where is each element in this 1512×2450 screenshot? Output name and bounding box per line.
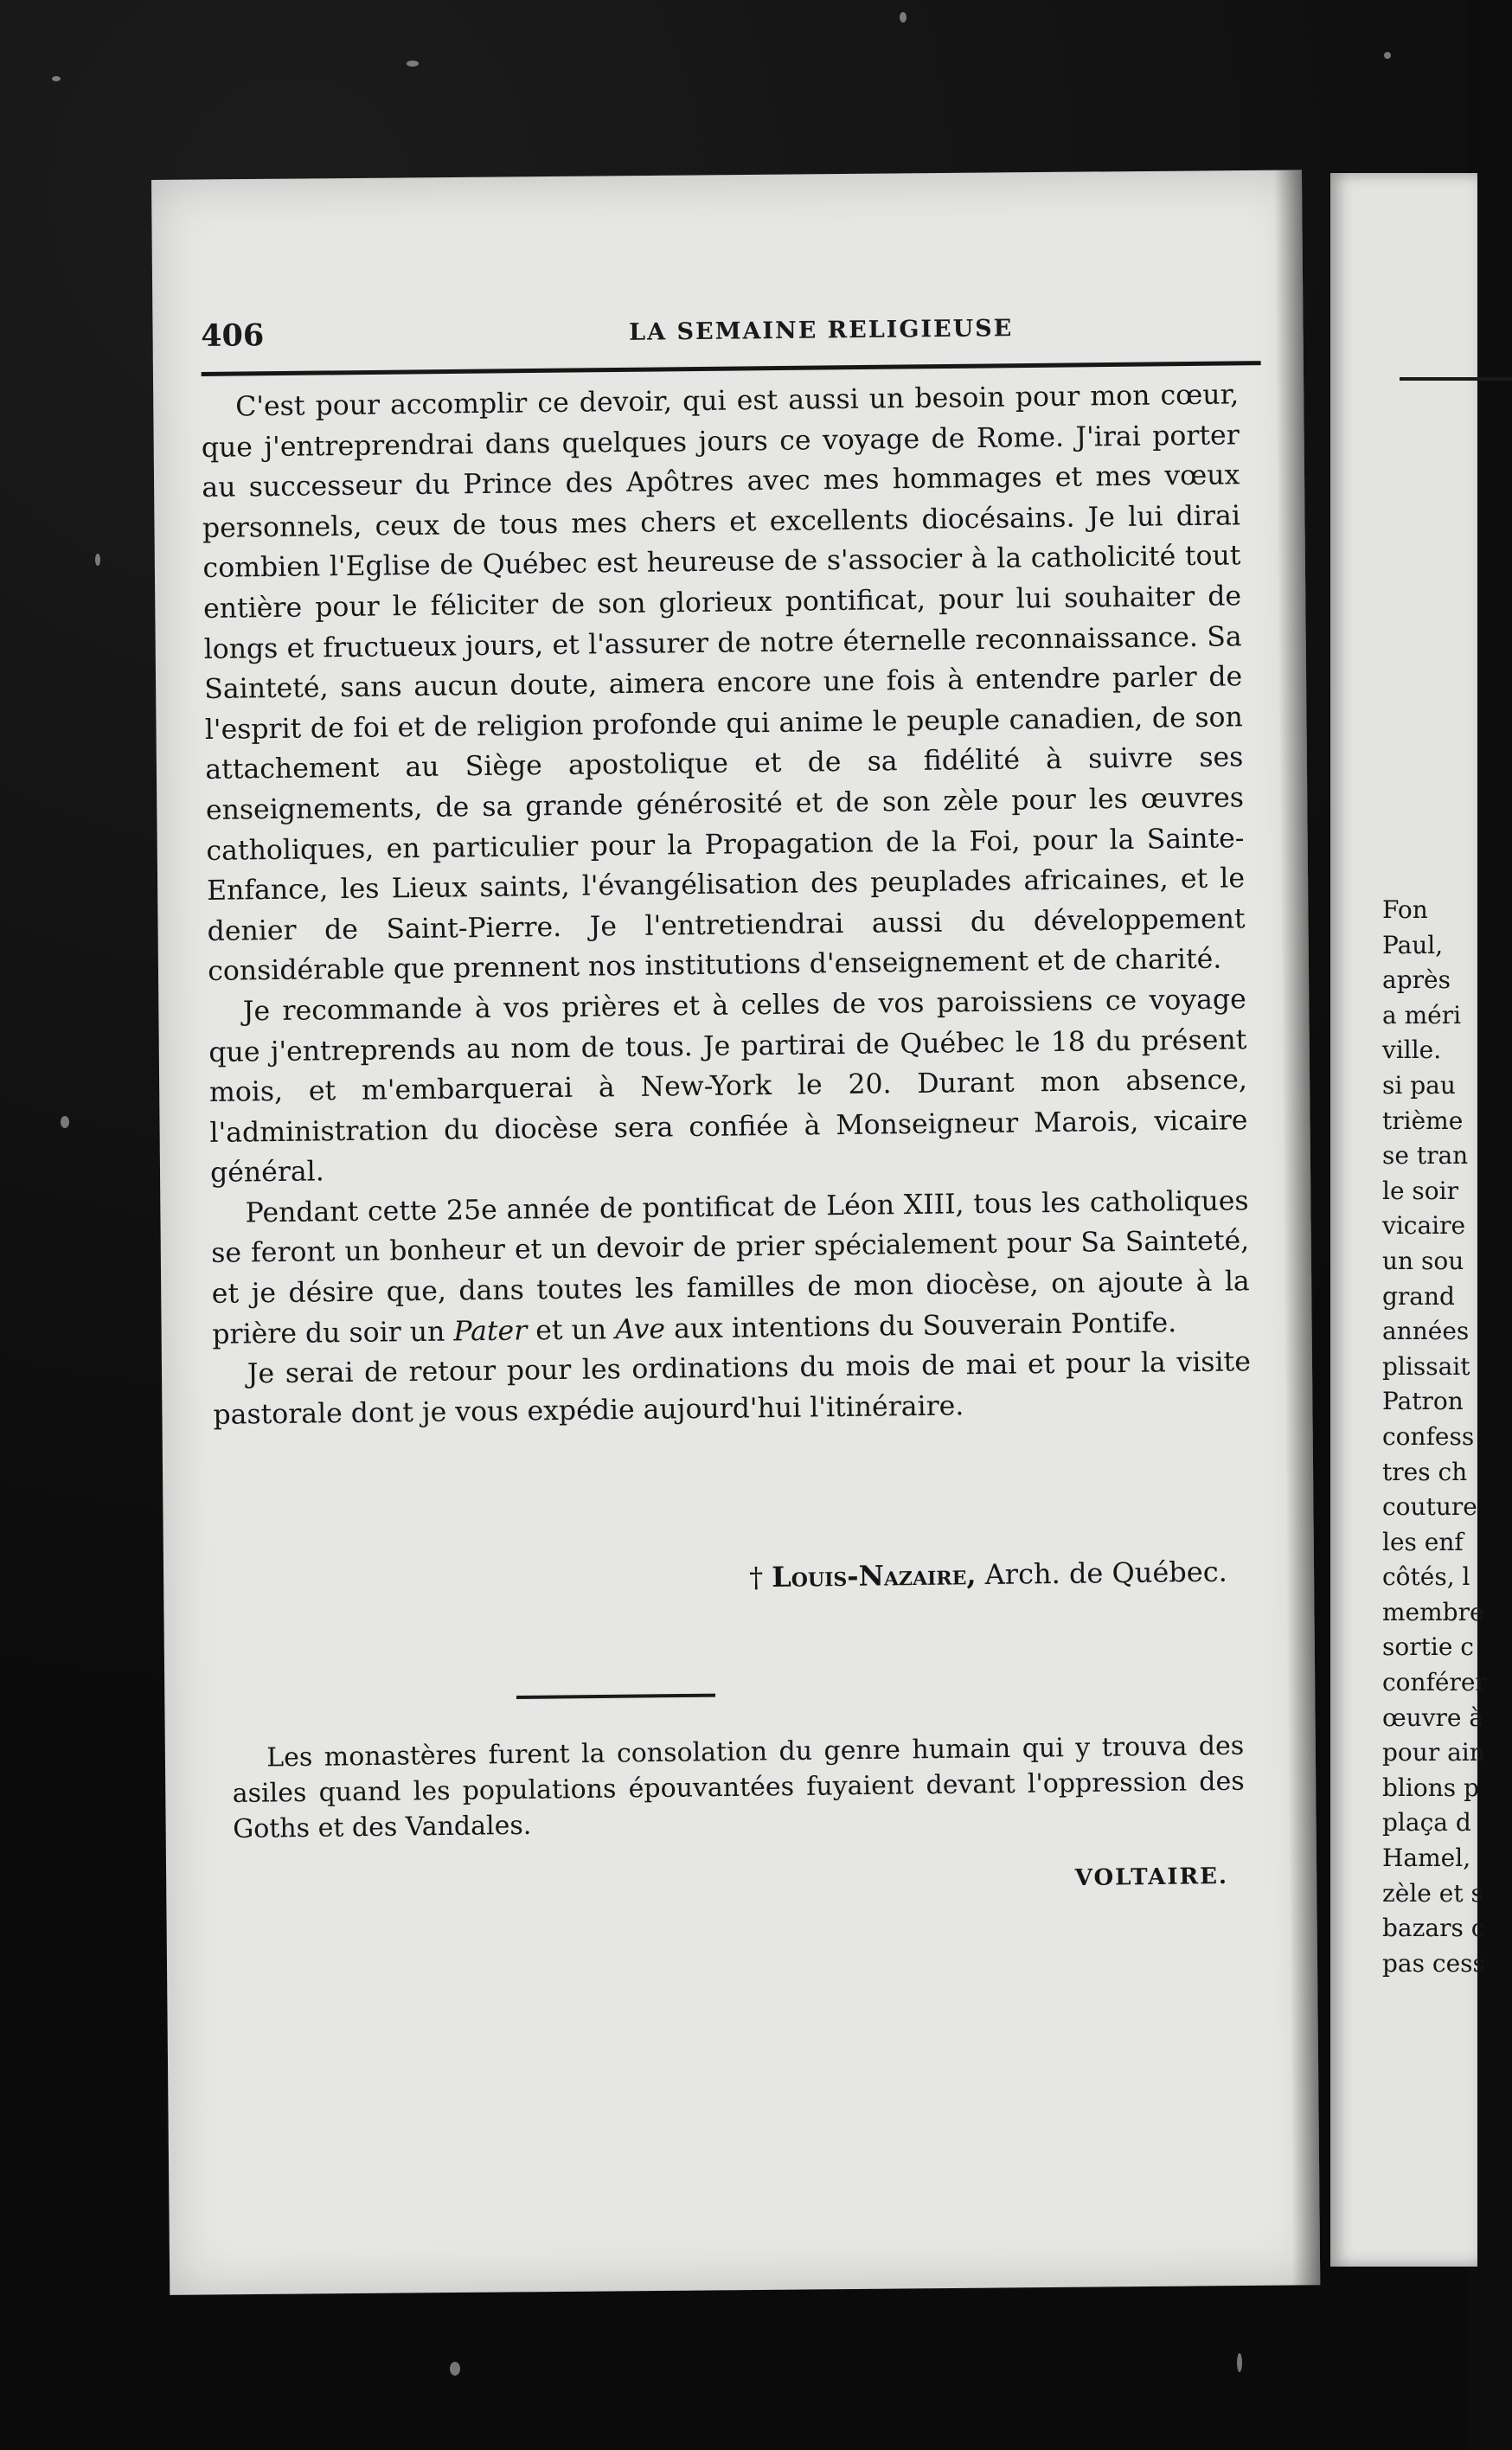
- quote-text: Les monastères furent la consolation du genre humain qui y trouva des asiles quand les populations épouvantées fuyaient devant l'oppression des Goths et des Vandales.: [232, 1730, 1245, 1844]
- dust-speck: [407, 61, 419, 67]
- signature-cross: †: [748, 1561, 764, 1594]
- right-header-rule: [1400, 377, 1512, 381]
- dust-speck: [1384, 52, 1391, 59]
- right-page-line: côtés, l: [1382, 1562, 1470, 1592]
- right-page-line: œuvre à: [1382, 1703, 1484, 1732]
- quote-block: [232, 1728, 1246, 1907]
- dust-speck: [52, 76, 61, 81]
- right-page-line: blions p: [1382, 1773, 1479, 1802]
- paragraph-2: Je recommande à vos prières et à celles de vos paroissiens ce voyage que j'entreprends au nom de tous. Je partirai de Québec le 18 du présent mois, et m'embarquerai à New-York le 20. Durant mon absence, l'administration du diocèse sera confiée à Monseigneur Marois, vicaire général.: [208, 984, 1248, 1190]
- pater-word: Pater: [453, 1315, 528, 1348]
- right-page-line: plaça d: [1382, 1808, 1471, 1838]
- paragraph-3: [210, 1181, 1250, 1355]
- right-page-line: Fon: [1382, 895, 1428, 924]
- right-page-line: pour ain: [1382, 1738, 1485, 1767]
- right-page-line: si pau: [1382, 1070, 1456, 1100]
- right-page-line: confess: [1382, 1421, 1475, 1451]
- dust-speck: [1237, 2353, 1242, 2372]
- right-page-line: plissait: [1382, 1351, 1470, 1381]
- paragraph-1: C'est pour accomplir ce devoir, qui est aussi un besoin pour mon cœur, que j'entreprendrai dans quelques jours ce voyage de Rome. J'irai porter au successeur du Prince des Apôtres avec mes hommages et mes vœux personnels, ceux de tous mes chers et excellents diocésains. Je lui dirai combien l'Eglise de Québec est heureuse de s'associer à la catholicité tout entière pour le féliciter de son glorieux pontificat, pour lui souhaiter de longs et fructueux jours, et l'assurer de notre éternelle reconnaissance. Sa Sainteté, sans aucun doute, aimera encore une fois à entendre parler de l'esprit de foi et de religion profonde qui anime le peuple canadien, de son attachement au Siège apostolique et de sa fidélité à suivre ses enseignements, de sa grande générosité et de son zèle pour les œuvres catholiques, en particulier pour la Propagation de la Foi, pour la Sainte-Enfance, les Lieux saints, l'évangélisation des peuplades africaines, et le denier de Saint-Pierre. Je l'entretiendrai aussi du développement considérable que prennent nos institutions d'enseignement et de charité.: [201, 379, 1246, 988]
- dust-speck: [95, 554, 100, 566]
- right-page-line: vicaire: [1382, 1211, 1466, 1241]
- right-page-line: un sou: [1382, 1246, 1464, 1275]
- right-page-line: années: [1382, 1317, 1470, 1346]
- right-page-line: zèle et s: [1382, 1878, 1483, 1908]
- right-page-line: après: [1382, 965, 1451, 995]
- right-page-line: grand: [1382, 1281, 1455, 1311]
- dust-speck: [61, 1116, 69, 1128]
- right-page-line: conférer: [1382, 1668, 1487, 1697]
- right-page-line: trième: [1382, 1106, 1464, 1135]
- page-header: [201, 307, 1261, 370]
- paragraph-3-mid: et un: [527, 1313, 616, 1347]
- right-page-line: Patron: [1382, 1387, 1464, 1416]
- right-page-line: se tran: [1382, 1141, 1469, 1170]
- dust-speck: [450, 2362, 460, 2376]
- right-page-line: le soir: [1382, 1176, 1458, 1205]
- right-page-line: a méri: [1382, 1000, 1462, 1029]
- right-page-line: sortie c: [1382, 1632, 1474, 1662]
- signature-title: Arch. de Québec.: [984, 1555, 1228, 1592]
- right-page-line: les enf: [1382, 1527, 1464, 1556]
- right-page-line: ville.: [1382, 1036, 1442, 1065]
- paragraph-3-start: Pendant cette 25e année de pontificat de Léon XIII, tous les catholiques se feront un bonheur et un devoir de prier spécialement pour Sa Sainteté, et je désire que, dans toutes les familles de mon diocèse, on ajoute à la prière du soir un: [211, 1185, 1250, 1350]
- running-head: LA SEMAINE RELIGIEUSE: [629, 315, 1014, 346]
- paragraph-4: Je serai de retour pour les ordinations du mois de mai et pour la visite pastorale dont je vous expédie aujourd'hui l'itinéraire.: [213, 1346, 1252, 1431]
- right-page-line: bazars c: [1382, 1914, 1485, 1943]
- quote-author: VOLTAIRE.: [1074, 1863, 1229, 1892]
- paragraph-3-end: aux intentions du Souverain Pontife.: [664, 1306, 1177, 1345]
- right-page-line: membre: [1382, 1597, 1484, 1626]
- page-number: 406: [201, 317, 265, 354]
- right-page-line: couture: [1382, 1492, 1477, 1522]
- right-page-line: Paul,: [1382, 930, 1444, 959]
- right-page-lines: [1382, 893, 1487, 1981]
- letter-body: [201, 375, 1252, 1594]
- ave-word: Ave: [614, 1313, 666, 1345]
- right-page-line: pas cess: [1382, 1948, 1485, 1978]
- right-page-line: tres ch: [1382, 1457, 1468, 1486]
- signature-name: Louis-Nazaire,: [772, 1558, 977, 1594]
- dust-speck: [900, 12, 907, 22]
- right-page-line: Hamel,: [1382, 1844, 1471, 1873]
- right-page-fragment: [1330, 173, 1487, 2267]
